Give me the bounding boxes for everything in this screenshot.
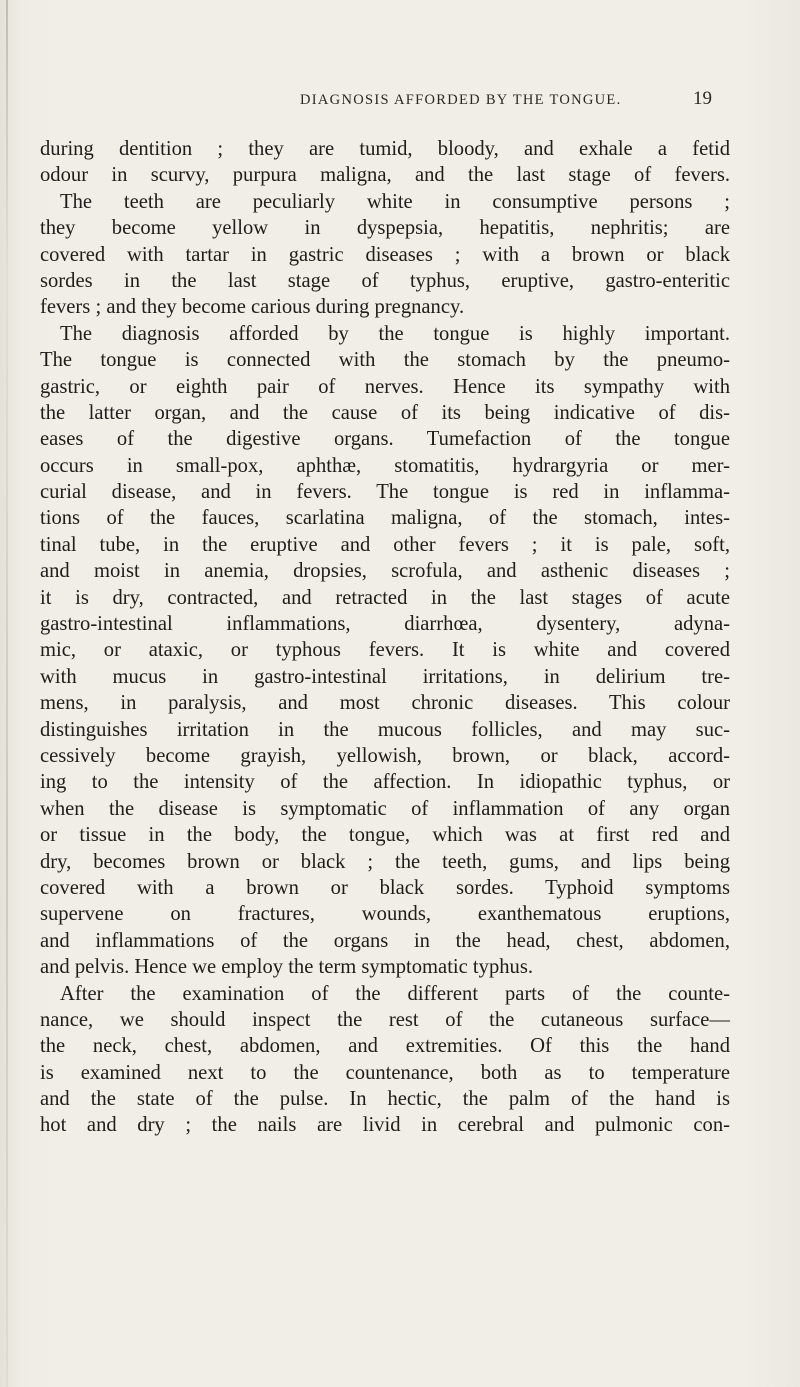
text-line: during dentition ; they are tumid, bloody, and exhale a fetid [40,138,730,160]
text-line: ing to the intensity of the affection. In idiopathic typhus, or [40,771,730,794]
running-title: DIAGNOSIS AFFORDED BY THE TONGUE. [300,92,622,108]
text-line: the neck, chest, abdomen, and extremities. Of this the hand [40,1035,730,1058]
text-line: tinal tube, in the eruptive and other fevers ; it is pale, soft, [40,533,730,556]
text-line: gastric, or eighth pair of nerves. Hence its sympathy with [40,375,730,398]
text-line: they become yellow in dyspepsia, hepatitis, nephritis; are [40,217,730,240]
text-line: dry, becomes brown or black ; the teeth, gums, and lips being [40,850,730,873]
text-line: tions of the fauces, scarlatina maligna, of the stomach, intes- [40,507,730,530]
running-head [300,88,720,116]
text-line: mens, in paralysis, and most chronic diseases. This colour [40,692,730,715]
text-line: hot and dry ; the nails are livid in cerebral and pulmonic con- [40,1114,730,1137]
text-line: is examined next to the countenance, both as to temperature [40,1061,730,1084]
text-line: fevers ; and they become carious during pregnancy. [40,296,465,319]
body-text [40,136,730,1139]
text-line: odour in scurvy, purpura maligna, and the last stage of fevers. [40,164,730,187]
text-line: mic, or ataxic, or typhous fevers. It is white and covered [40,639,730,662]
text-line: The teeth are peculiarly white in consumptive persons ; [60,190,730,213]
text-line: eases of the digestive organs. Tumefaction of the tongue [40,428,730,451]
text-line: The diagnosis afforded by the tongue is highly important. [60,322,730,345]
text-line: After the examination of the different parts of the counte- [60,982,730,1005]
text-line: it is dry, contracted, and retracted in the last stages of acute [40,586,730,609]
text-line: gastro-intestinal inflammations, diarrhœa, dysentery, adyna- [40,613,730,636]
text-line: covered with a brown or black sordes. Typhoid symptoms [40,876,730,899]
text-line: occurs in small-pox, aphthæ, stomatitis, hydrargyria or mer- [40,454,730,477]
text-line: and the state of the pulse. In hectic, the palm of the hand is [40,1088,730,1111]
text-line: sordes in the last stage of typhus, eruptive, gastro-enteritic [40,269,730,292]
binding-shadow [6,0,8,1387]
text-line: with mucus in gastro-intestinal irritations, in delirium tre- [40,665,730,688]
text-line: distinguishes irritation in the mucous follicles, and may suc- [40,718,730,741]
page-number: 19 [693,88,712,109]
text-line: nance, we should inspect the rest of the cutaneous surface— [40,1008,730,1031]
text-line: and pelvis. Hence we employ the term symptomatic typhus. [40,956,533,979]
text-line: when the disease is symptomatic of inflammation of any organ [40,797,730,820]
text-line: cessively become grayish, yellowish, brown, or black, accord- [40,744,730,767]
text-line: The tongue is connected with the stomach by the pneumo- [40,349,730,372]
text-line: and moist in anemia, dropsies, scrofula, and asthenic diseases ; [40,560,730,583]
text-line: supervene on fractures, wounds, exanthematous eruptions, [40,903,730,926]
text-line: or tissue in the body, the tongue, which was at first red and [40,824,730,847]
text-line: covered with tartar in gastric diseases ; with a brown or black [40,243,730,266]
text-line: and inflammations of the organs in the head, chest, abdomen, [40,929,730,952]
text-line: curial disease, and in fevers. The tongue is red in inflamma- [40,481,730,504]
text-line: the latter organ, and the cause of its being indicative of dis- [40,401,730,424]
